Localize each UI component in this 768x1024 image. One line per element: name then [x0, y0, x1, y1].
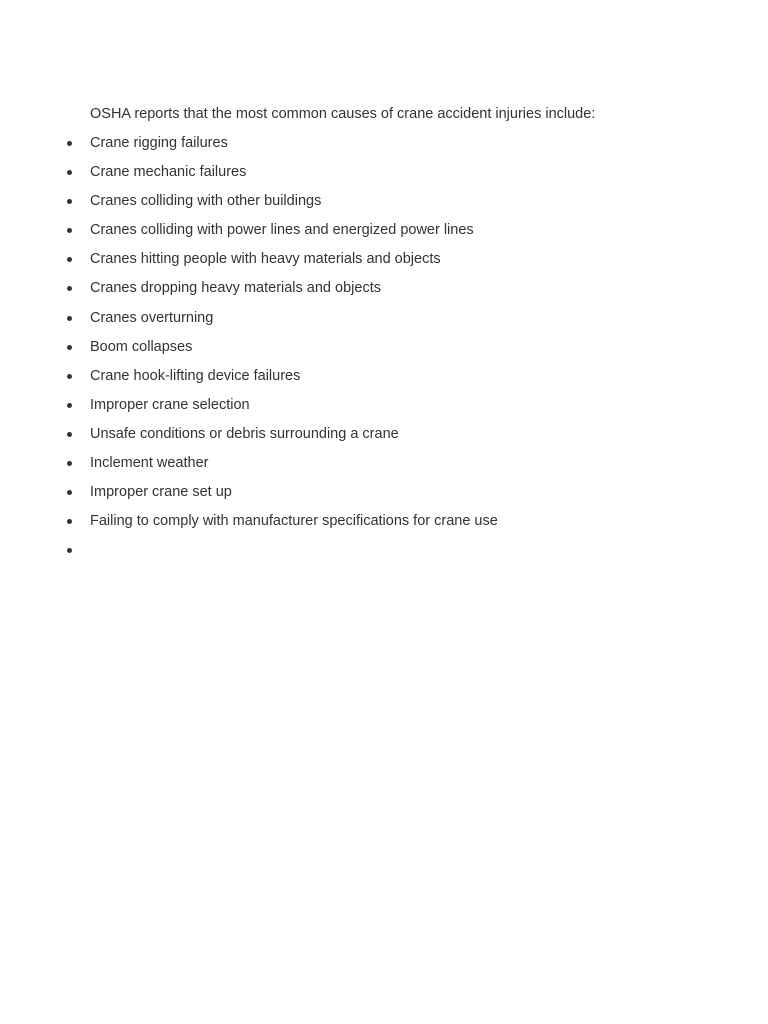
list-item-text: Crane mechanic failures: [90, 164, 247, 181]
bullet-icon: [67, 519, 72, 524]
bullet-icon: [67, 548, 72, 553]
bullet-icon: [67, 374, 72, 379]
list-item-text: Inclement weather: [90, 455, 209, 472]
list-item-text: Cranes dropping heavy materials and objects: [90, 280, 381, 297]
list-item-text: Unsafe conditions or debris surrounding a crane: [90, 425, 399, 442]
list-item-text: Boom collapses: [90, 338, 193, 355]
bullet-icon: [67, 432, 72, 437]
list-item-text: Crane rigging failures: [90, 135, 228, 151]
bullet-icon: [67, 286, 72, 291]
bullet-icon: [67, 141, 72, 146]
list-item-text: Improper crane selection: [90, 396, 250, 413]
intro-paragraph: OSHA reports that the most common causes of crane accident injuries include:: [90, 106, 596, 122]
list-item-text: Failing to comply with manufacturer specifications for crane use: [90, 513, 498, 530]
list-item-text: Improper crane set up: [90, 484, 232, 501]
bullet-icon: [67, 257, 72, 262]
bullet-icon: [67, 199, 72, 204]
bullet-icon: [67, 490, 72, 495]
list-item-text: Crane hook-lifting device failures: [90, 367, 301, 384]
list-item-text: Cranes colliding with other buildings: [90, 193, 322, 210]
bullet-icon: [67, 170, 72, 175]
bullet-icon: [67, 461, 72, 466]
list-item-text: Cranes colliding with power lines and energized power lines: [90, 222, 474, 239]
bullet-icon: [67, 345, 72, 350]
bullet-icon: [67, 228, 72, 233]
bullet-icon: [67, 316, 72, 321]
bullet-icon: [67, 403, 72, 408]
list-item-text: Cranes hitting people with heavy materials and objects: [90, 251, 441, 268]
list-item-text: Cranes overturning: [90, 309, 214, 326]
